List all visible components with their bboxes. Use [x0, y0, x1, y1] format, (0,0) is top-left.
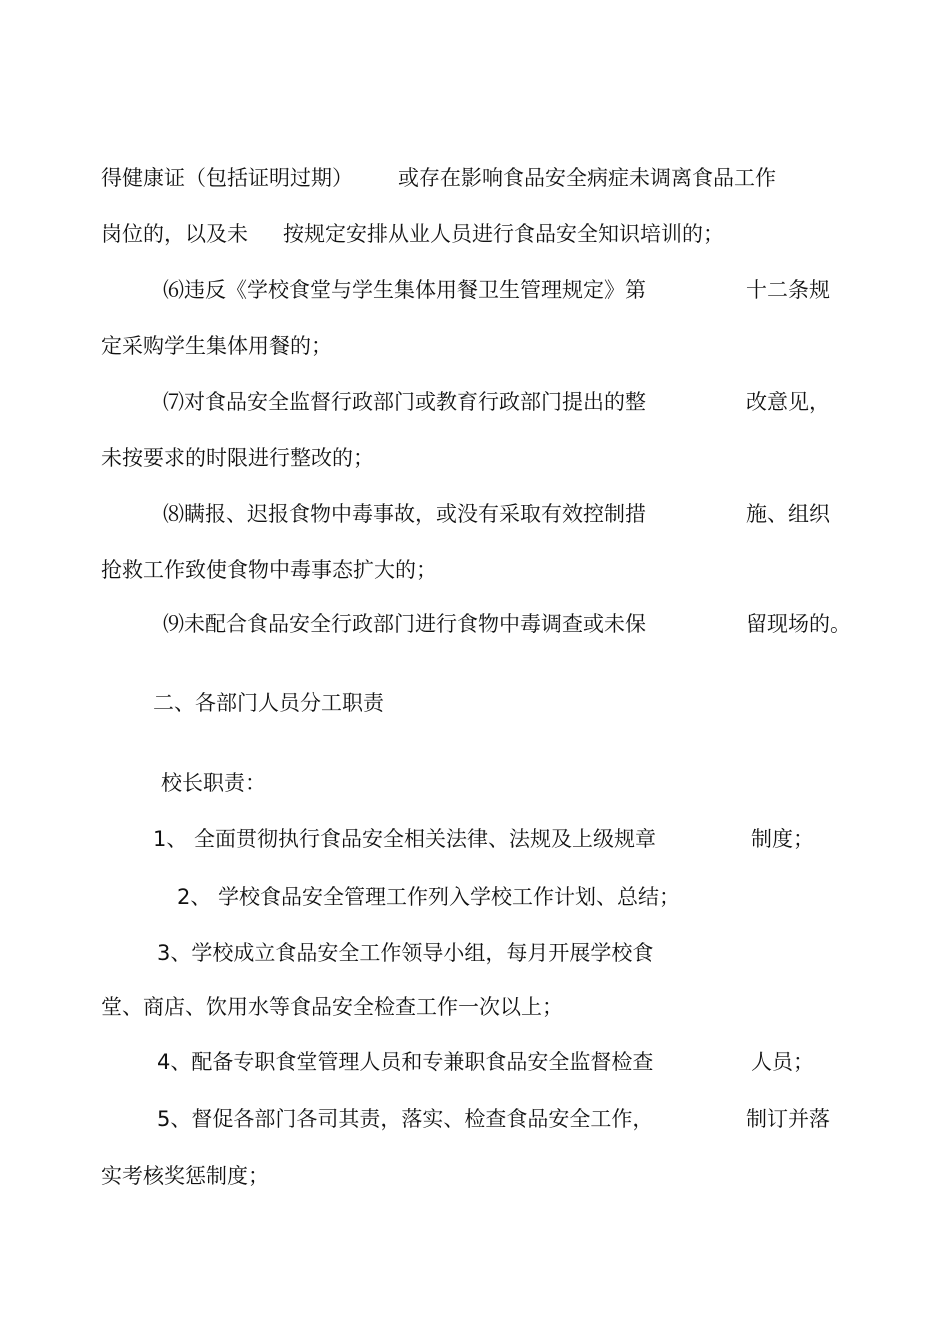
text-segment: 4、配备专职食堂管理人员和专兼职食品安全监督检查 [157, 1050, 654, 1074]
text-segment: 或存在影响食品安全病症未调离食品工作 [398, 166, 776, 190]
section-heading [101, 683, 861, 723]
text-line [101, 326, 861, 366]
text-line [101, 1156, 861, 1196]
list-item [101, 933, 861, 973]
text-line [101, 438, 861, 478]
text-line [101, 270, 861, 310]
list-item [101, 1099, 861, 1139]
text-segment: 制度； [751, 827, 814, 851]
text-segment: 制订并落 [746, 1107, 830, 1131]
text-segment: 施、组织 [746, 502, 830, 526]
text-segment: 人员； [751, 1050, 814, 1074]
list-item [101, 1042, 861, 1082]
text-segment: ⑻瞒报、迟报食物中毒事故，或没有采取有效控制措 [163, 502, 646, 526]
text-line [101, 987, 861, 1027]
text-line [101, 158, 861, 198]
text-segment: ⑼未配合食品安全行政部门进行食物中毒调查或未保 [163, 612, 646, 636]
text-segment: 抢救工作致使食物中毒事态扩大的； [101, 558, 437, 582]
text-segment: 校长职责： [161, 771, 266, 795]
text-segment: 定采购学生集体用餐的； [101, 334, 332, 358]
text-line [101, 494, 861, 534]
text-segment: ⑺对食品安全监督行政部门或教育行政部门提出的整 [163, 390, 646, 414]
text-line [101, 604, 861, 644]
text-segment: 按规定安排从业人员进行食品安全知识培训的； [283, 222, 724, 246]
text-line [101, 382, 861, 422]
text-segment: 岗位的，以及未 [101, 222, 248, 246]
text-segment: 二、各部门人员分工职责 [153, 691, 384, 715]
list-item [101, 819, 861, 859]
text-segment: 5、督促各部门各司其责，落实、检查食品安全工作， [157, 1107, 654, 1131]
text-line [101, 214, 861, 254]
subsection-heading [101, 763, 861, 803]
text-segment: 未按要求的时限进行整改的； [101, 446, 374, 470]
text-segment: 留现场的。 [746, 612, 851, 636]
text-line [101, 550, 861, 590]
text-segment: ⑹违反《学校食堂与学生集体用餐卫生管理规定》第 [163, 278, 646, 302]
text-segment: 3、学校成立食品安全工作领导小组，每月开展学校食 [157, 941, 654, 965]
text-segment: 2、 学校食品安全管理工作列入学校工作计划、总结； [177, 885, 681, 909]
text-segment: 得健康证（包括证明过期） [101, 166, 353, 190]
list-item [101, 877, 861, 917]
text-segment: 改意见， [746, 390, 830, 414]
text-segment: 1、 全面贯彻执行食品安全相关法律、法规及上级规章 [153, 827, 657, 851]
text-segment: 实考核奖惩制度； [101, 1164, 269, 1188]
text-segment: 十二条规 [746, 278, 830, 302]
text-segment: 堂、商店、饮用水等食品安全检查工作一次以上； [101, 995, 563, 1019]
